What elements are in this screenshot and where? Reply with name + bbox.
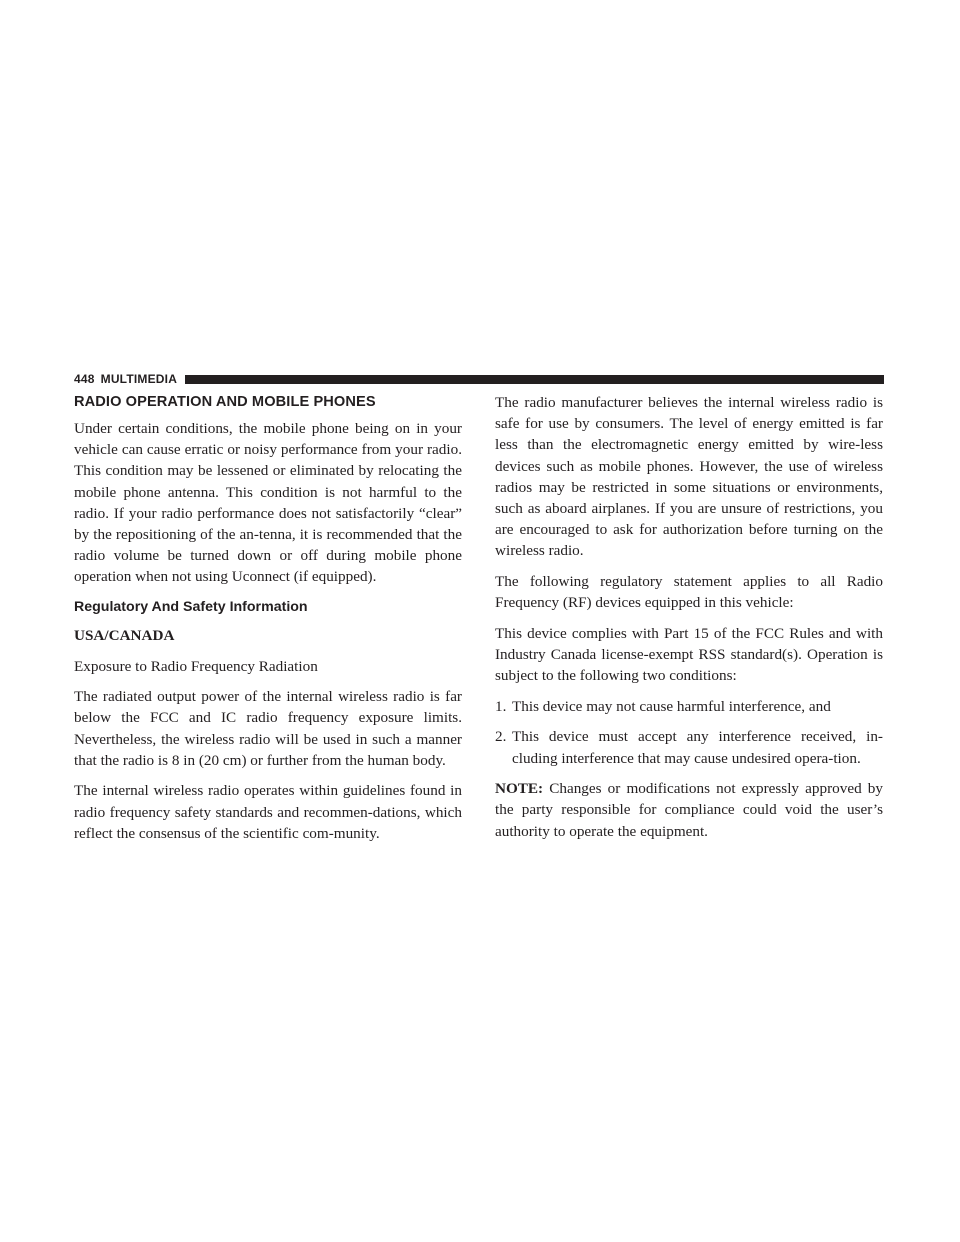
exposure-title: Exposure to Radio Frequency Radiation	[74, 657, 318, 675]
regulatory-paragraph: The following regulatory statement applies to all Radio Frequency (RF) devices equipped in this vehicle:	[495, 573, 883, 612]
conditions-list	[495, 696, 883, 769]
region-label: USA/CANADA	[74, 627, 175, 645]
list-item-text: This device must accept any interference received, in-cluding interference that may cause undesired opera-tion.	[512, 728, 883, 767]
section-heading: RADIO OPERATION AND MOBILE PHONES	[74, 394, 376, 410]
list-item-text: This device may not cause harmful interference, and	[512, 697, 831, 715]
compliance-paragraph: This device complies with Part 15 of the FCC Rules and with Industry Canada license-exempt RSS standard(s). Operation is subject to the following two conditions:	[495, 624, 883, 685]
exposure-paragraph: The radiated output power of the internal wireless radio is far below the FCC and IC radio frequency exposure limits. Nevertheless, the wireless radio will be used in such a manner that the radio is 8 in (20 cm) or further from the human body.	[74, 688, 462, 769]
list-item	[495, 726, 883, 768]
list-item	[495, 696, 883, 717]
note-text: Changes or modifications not expressly approved by the party responsible for compliance could void the user’s authority to operate the equipment.	[495, 780, 883, 840]
list-item-number: 2.	[495, 728, 507, 746]
intro-paragraph: Under certain conditions, the mobile phone being on in your vehicle can cause erratic or noisy performance from your radio. This condition may be lessened or eliminated by relocating the mobile phone antenna. This condition is not harmful to the radio. If your radio performance does not satisfactorily “clear” by the repositioning of the an-tenna, it is recommended that the radio volume be turned down or off during mobile phone operation when not using Uconnect (if equipped).	[74, 420, 462, 586]
note-paragraph	[495, 778, 883, 842]
page-number: 448	[74, 372, 95, 386]
subsection-heading: Regulatory And Safety Information	[74, 599, 308, 616]
guidelines-paragraph: The internal wireless radio operates within guidelines found in radio frequency safety standards and recommen-dations, which reflect the consensus of the scientific com-munity.	[74, 782, 462, 842]
manufacturer-paragraph: The radio manufacturer believes the internal wireless radio is safe for use by consumers. The level of energy emitted is far less than the electromagnetic energy emitted by wire-less devices such as mobile phones. However, the use of wireless radios may be restricted in some situations or environments, such as aboard airplanes. If you are unsure of restrictions, you are encouraged to ask for authorization before turning on the wireless radio.	[495, 394, 883, 560]
left-column	[74, 392, 462, 853]
note-label: NOTE:	[495, 780, 544, 798]
page-header	[74, 372, 884, 386]
header-rule	[185, 375, 884, 384]
list-item-number: 1.	[495, 697, 507, 715]
right-column	[495, 392, 883, 851]
section-title: MULTIMEDIA	[100, 372, 178, 386]
